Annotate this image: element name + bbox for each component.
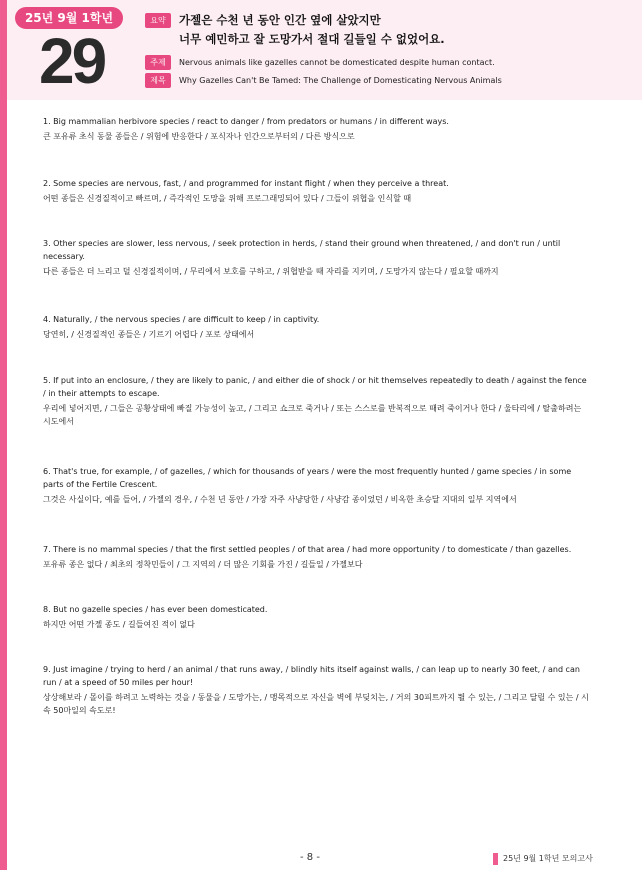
- topic-text: Nervous animals like gazelles cannot be domesticated despite human contact.: [179, 58, 495, 67]
- sentence-korean: 큰 포유류 초식 동물 종들은 / 위험에 반응한다 / 포식자나 인간으로부터의 / 다른 방식으로: [43, 132, 355, 141]
- sentence-korean: 그것은 사실이다, 예를 들어, / 가젤의 경우, / 수천 년 동안 / 가장 자주 사냥당한 / 사냥감 종이었던 / 비옥한 초승달 지대의 일부 지역에서: [43, 495, 517, 504]
- question-number: 29: [39, 25, 105, 97]
- sentence-korean: 우리에 넣어지면, / 그들은 공황상태에 빠질 가능성이 높고, / 그리고 쇼크로 죽거나 / 또는 스스로를 반복적으로 때려 죽이거나 한다 / 울타리에 / 탈출하려는 시도에서: [43, 404, 582, 426]
- sentence-korean: 당연히, / 신경질적인 종들은 / 기르기 어렵다 / 포로 상태에서: [43, 330, 255, 339]
- page-number: - 8 -: [300, 852, 320, 863]
- sentence-english: 4. Naturally, / the nervous species / are difficult to keep / in captivity.: [43, 315, 320, 324]
- sentence-english: 8. But no gazelle species / has ever been domesticated.: [43, 605, 268, 614]
- sentence-english: 1. Big mammalian herbivore species / react to danger / from predators or humans / in different ways.: [43, 117, 449, 126]
- sentence-korean: 어떤 종들은 신경질적이고 빠르며, / 즉각적인 도망을 위해 프로그래밍되어 있다 / 그들이 위협을 인식할 때: [43, 194, 412, 203]
- sentence-item: [43, 663, 591, 717]
- topic-tag: 주제: [145, 55, 171, 70]
- exam-label-badge: 25년 9월 1학년: [15, 7, 123, 29]
- sentence-item: [43, 115, 591, 143]
- sentence-korean: 하지만 어떤 가젤 종도 / 길들여진 적이 없다: [43, 620, 195, 629]
- sentence-english: 5. If put into an enclosure, / they are likely to panic, / and either die of shock / or hit themselves repeatedly to death / against the fence / in their attempts to escape.: [43, 376, 587, 398]
- sentence-english: 7. There is no mammal species / that the first settled peoples / of that area / had more opportunity / to domesticate / than gazelles.: [43, 545, 572, 554]
- sentence-item: [43, 237, 591, 278]
- sentence-item: [43, 177, 591, 205]
- sentence-english: 6. That's true, for example, / of gazelles, / which for thousands of years / were the most frequently hunted / game species / in some parts of the Fertile Crescent.: [43, 467, 572, 489]
- sentence-english: 2. Some species are nervous, fast, / and programmed for instant flight / when they perceive a threat.: [43, 179, 449, 188]
- sentence-item: [43, 374, 591, 428]
- title-tag: 제목: [145, 73, 171, 88]
- sentence-english: 9. Just imagine / trying to herd / an animal / that runs away, / blindly hits itself against walls, / can leap up to nearly 30 feet, / and can run / at a speed of 50 miles per hour!: [43, 665, 580, 687]
- sentence-item: [43, 313, 591, 341]
- title-text: Why Gazelles Can't Be Tamed: The Challenge of Domesticating Nervous Animals: [179, 76, 502, 85]
- left-accent-bar: [0, 0, 7, 870]
- question-header: [7, 0, 642, 100]
- sentence-korean: 다른 종들은 더 느리고 덜 신경질적이며, / 무리에서 보호를 구하고, / 위협받을 때 자리를 지키며, / 도망가지 않는다 / 필요할 때까지: [43, 267, 499, 276]
- sentence-item: [43, 603, 591, 631]
- footer-exam-label: 25년 9월 1학년 모의고사: [503, 854, 593, 863]
- summary-text: [179, 11, 619, 49]
- sentence-korean: 상상해보라 / 몰이를 하려고 노력하는 것을 / 동물을 / 도망가는, / 맹목적으로 자신을 벽에 부딪치는, / 거의 30피트까지 뛸 수 있는, / 그리고 달릴 수 있는 / 시속 50마일의 속도로!: [43, 693, 589, 715]
- summary-line-2: 너무 예민하고 잘 도망가서 절대 길들일 수 없었어요.: [179, 32, 445, 46]
- sentence-korean: 포유류 종은 없다 / 최초의 정착민들이 / 그 지역의 / 더 많은 기회를 가진 / 길들일 / 가젤보다: [43, 560, 363, 569]
- summary-tag: 요약: [145, 13, 171, 28]
- sentence-item: [43, 465, 591, 506]
- summary-line-1: 가젤은 수천 년 동안 인간 옆에 살았지만: [179, 13, 381, 27]
- sentence-english: 3. Other species are slower, less nervous, / seek protection in herds, / stand their ground when threatened, / and don't run / until necessary.: [43, 239, 561, 261]
- sentence-item: [43, 543, 591, 571]
